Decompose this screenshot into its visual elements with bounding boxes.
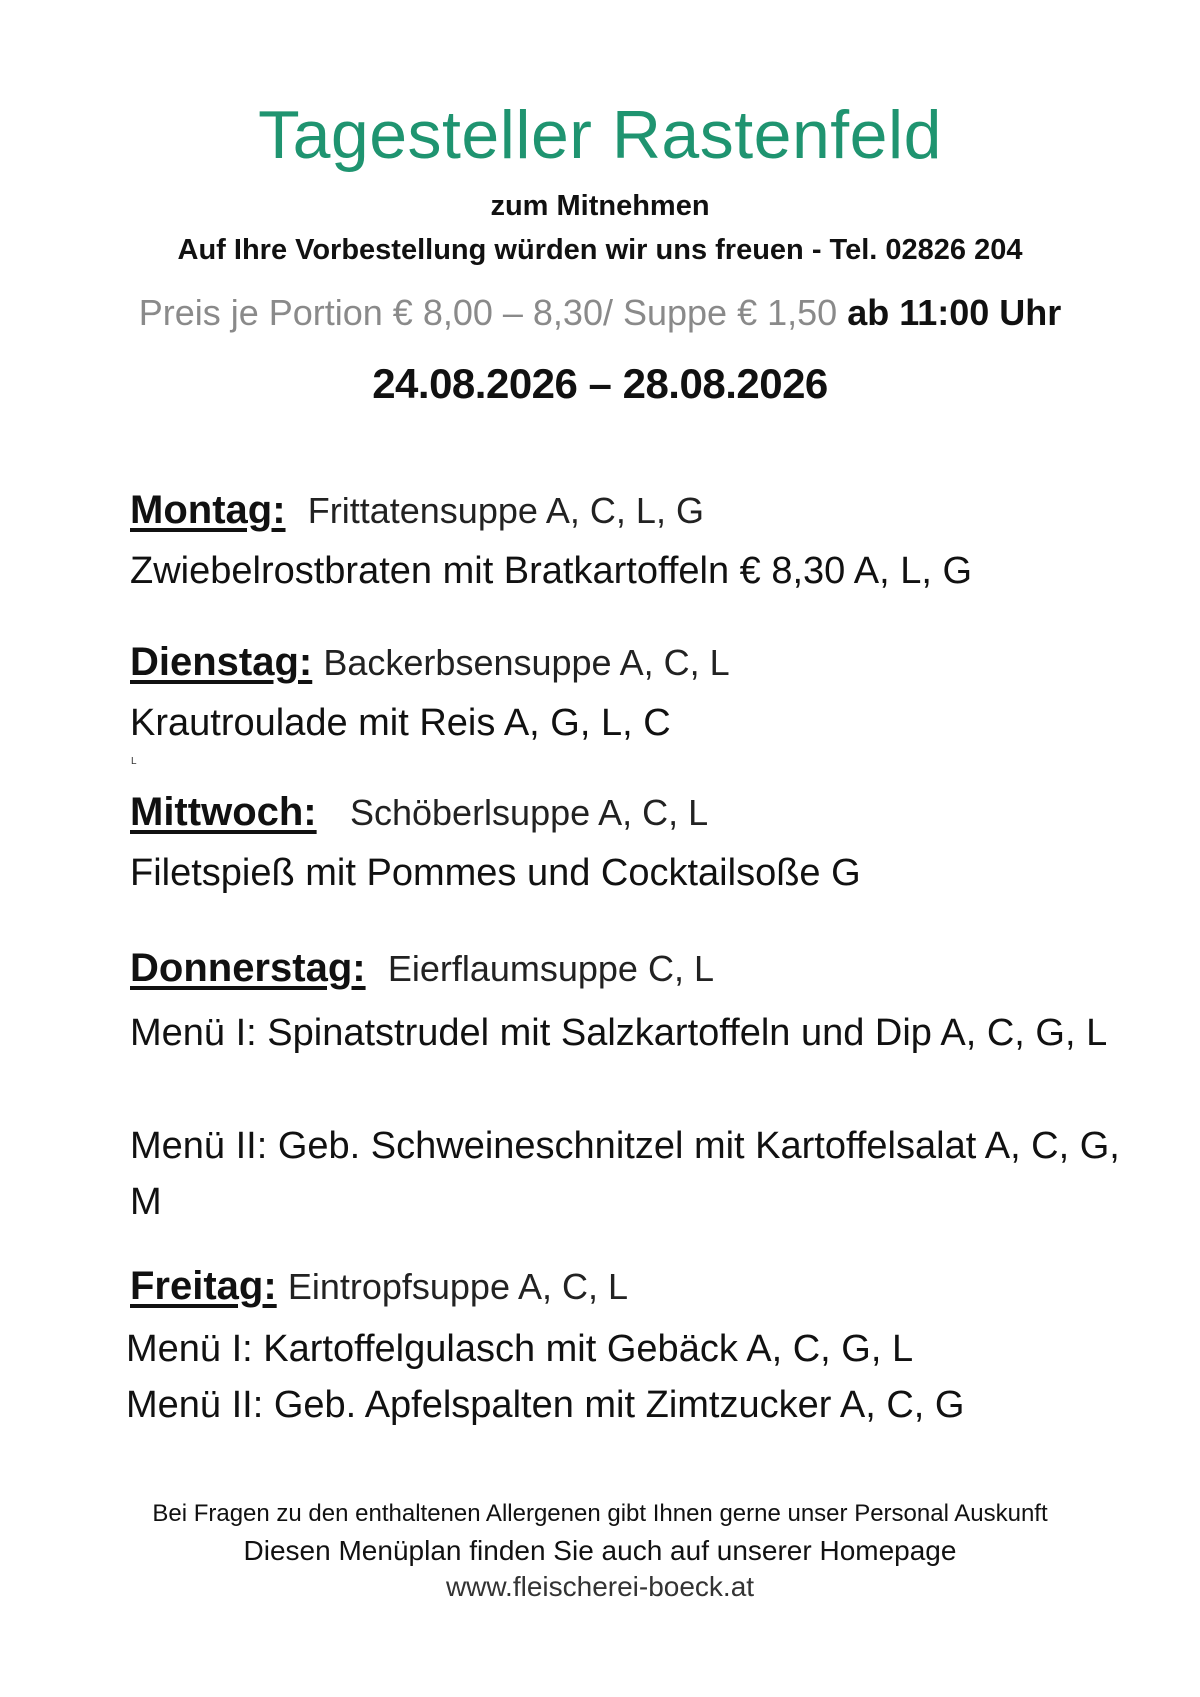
homepage-note: Diesen Menüplan finden Sie auch auf unserer Homepage (243, 1535, 957, 1566)
price-text: Preis je Portion € 8,00 – 8,30/ Suppe € 1,50 (138, 292, 838, 333)
day-name-thursday: Donnerstag: (130, 946, 366, 990)
day-name-monday: Montag: (130, 488, 286, 532)
stray-mark: L (131, 756, 137, 767)
dish-tuesday: Krautroulade mit Reis A, G, L, C (130, 702, 671, 744)
day-wednesday (130, 790, 708, 835)
homepage-url[interactable]: www.fleischerei-boeck.at (445, 1571, 755, 1602)
soup-wednesday: Schöberlsuppe A, C, L (349, 792, 709, 833)
soup-tuesday: Backerbsensuppe A, C, L (323, 642, 730, 683)
day-name-friday: Freitag: (130, 1264, 277, 1308)
soup-thursday: Eierflaumsuppe C, L (387, 948, 714, 989)
page-title: Tagesteller Rastenfeld (258, 97, 942, 173)
day-friday (130, 1264, 628, 1309)
dish-wednesday: Filetspieß mit Pommes und Cocktailsoße G (130, 852, 861, 894)
menu2-friday: Menü II: Geb. Apfelspalten mit Zimtzucker A, C, G (126, 1384, 965, 1426)
date-range: 24.08.2026 – 28.08.2026 (372, 360, 828, 407)
price-line (0, 292, 1200, 334)
soup-friday: Eintropfsuppe A, C, L (287, 1266, 629, 1307)
allergen-note: Bei Fragen zu den enthaltenen Allergenen gibt Ihnen gerne unser Personal Auskunft (152, 1500, 1048, 1527)
menu2-thursday: Menü II: Geb. Schweineschnitzel mit Kartoffelsalat A, C, G, M (130, 1125, 1120, 1223)
day-tuesday (130, 640, 730, 685)
soup-monday: Frittatensuppe A, C, L, G (307, 490, 704, 531)
menu1-friday: Menü I: Kartoffelgulasch mit Gebäck A, C, G, L (126, 1328, 914, 1370)
menu1-thursday: Menü I: Spinatstrudel mit Salzkartoffeln und Dip A, C, G, L (130, 1012, 1108, 1054)
preorder-note: Auf Ihre Vorbestellung würden wir uns freuen - Tel. 02826 204 (177, 234, 1023, 266)
takeaway-subtitle: zum Mitnehmen (490, 190, 710, 222)
day-name-tuesday: Dienstag: (130, 640, 313, 684)
day-monday (130, 488, 704, 533)
dish-monday: Zwiebelrostbraten mit Bratkartoffeln € 8,30 A, L, G (130, 550, 973, 592)
day-thursday (130, 946, 714, 991)
price-time: ab 11:00 Uhr (847, 292, 1062, 333)
day-name-wednesday: Mittwoch: (130, 790, 317, 834)
